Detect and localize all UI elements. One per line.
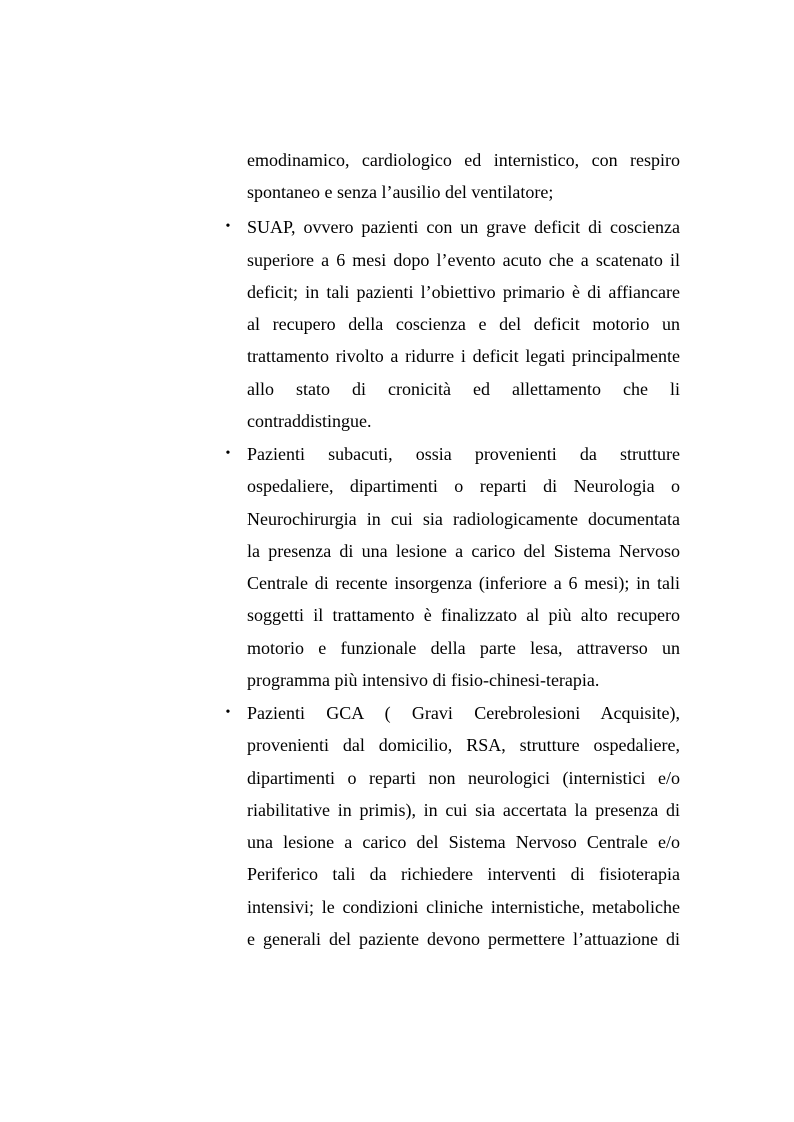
bullet-icon: • bbox=[225, 705, 231, 720]
text-line: Periferico tali da richiedere interventi di fisioterapia bbox=[247, 864, 680, 884]
text-line: superiore a 6 mesi dopo l’evento acuto che a scatenato il bbox=[247, 250, 680, 270]
text-line: Pazienti subacuti, ossia provenienti da strutture bbox=[247, 444, 680, 464]
bullet-icon: • bbox=[225, 446, 231, 461]
text-line: intensivi; le condizioni cliniche internistiche, metaboliche bbox=[247, 897, 680, 917]
text-line: soggetti il trattamento è finalizzato al più alto recupero bbox=[247, 605, 680, 625]
text-line: programma più intensivo di fisio-chinesi-terapia. bbox=[247, 670, 600, 690]
bullet-icon: • bbox=[225, 219, 231, 234]
text-line: emodinamico, cardiologico ed internistico, con respiro bbox=[247, 150, 680, 170]
text-line: dipartimenti o reparti non neurologici (internistici e/o bbox=[247, 768, 680, 788]
text-line: spontaneo e senza l’ausilio del ventilatore; bbox=[247, 182, 554, 202]
text-line: e generali del paziente devono permettere l’attuazione di bbox=[247, 929, 680, 949]
text-line: contraddistingue. bbox=[247, 411, 372, 431]
text-line: al recupero della coscienza e del deficit motorio un bbox=[247, 314, 680, 334]
text-line: Centrale di recente insorgenza (inferiore a 6 mesi); in tali bbox=[247, 573, 680, 593]
text-line: motorio e funzionale della parte lesa, attraverso un bbox=[247, 638, 680, 658]
text-line: ospedaliere, dipartimenti o reparti di Neurologia o bbox=[247, 476, 680, 496]
text-line: Neurochirurgia in cui sia radiologicamente documentata bbox=[247, 509, 680, 529]
text-line: trattamento rivolto a ridurre i deficit legati principalmente bbox=[247, 346, 680, 366]
text-line: provenienti dal domicilio, RSA, strutture ospedaliere, bbox=[247, 735, 680, 755]
text-line: deficit; in tali pazienti l’obiettivo primario è di affiancare bbox=[247, 282, 680, 302]
text-line: la presenza di una lesione a carico del Sistema Nervoso bbox=[247, 541, 680, 561]
text-line: allo stato di cronicità ed allettamento che li bbox=[247, 379, 680, 399]
text-line: una lesione a carico del Sistema Nervoso Centrale e/o bbox=[247, 832, 680, 852]
text-line: SUAP, ovvero pazienti con un grave deficit di coscienza bbox=[247, 217, 680, 237]
text-line: riabilitative in primis), in cui sia accertata la presenza di bbox=[247, 800, 680, 820]
text-line: Pazienti GCA ( Gravi Cerebrolesioni Acquisite), bbox=[247, 703, 680, 723]
